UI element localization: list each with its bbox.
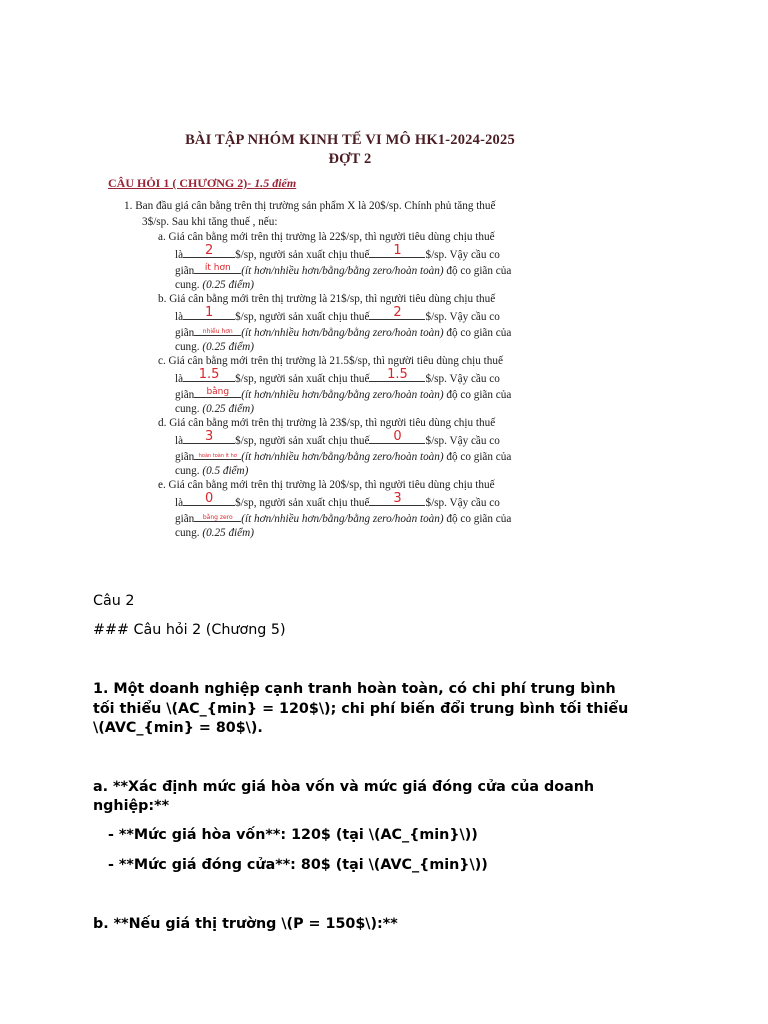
part-a-line-2: nghiệp:** xyxy=(93,798,170,814)
text-end: $/sp. Vậy cầu co xyxy=(425,249,500,261)
producer-tax-answer: 0 xyxy=(393,429,402,444)
worksheet-title: BÀI TẬP NHÓM KINH TẾ VI MÔ HK1-2024-2025 xyxy=(185,132,515,148)
text-gian: giãn xyxy=(175,265,195,277)
text-end: $/sp. Vậy cầu co xyxy=(425,311,500,323)
item-3-line-1: d. Giá cân bằng mới trên thị trường là 23$/sp, thì người tiêu dùng chịu thuế xyxy=(158,417,496,429)
text-gian: giãn xyxy=(175,389,195,401)
text-mid: $/sp, người sản xuất chịu thuế xyxy=(235,311,370,323)
question-1-header xyxy=(108,176,296,191)
text-cung: cung. xyxy=(175,465,203,477)
text-mid: $/sp, người sản xuất chịu thuế xyxy=(235,373,370,385)
item-points: (0.25 điểm) xyxy=(202,403,254,415)
cau-2-label: Câu 2 xyxy=(93,593,135,609)
consumer-tax-answer: 1.5 xyxy=(198,367,220,382)
item-points: (0.5 điểm) xyxy=(202,465,249,477)
text-cung: cung. xyxy=(175,341,203,353)
question-1-label: CÂU HỎI 1 ( CHƯƠNG 2)- xyxy=(108,176,255,190)
elasticity-blank xyxy=(194,386,241,398)
elasticity-answer: ít hơn xyxy=(204,263,231,273)
item-4-line-3 xyxy=(175,510,511,526)
text-la: là xyxy=(175,373,184,385)
options-text: (ít hơn/nhiều hơn/bằng/bằng zero/hoàn toàn) xyxy=(241,513,444,525)
text-la: là xyxy=(175,435,184,447)
producer-tax-blank xyxy=(369,367,425,382)
question-2-heading: ### Câu hỏi 2 (Chương 5) xyxy=(93,622,286,638)
item-1-line-1: b. Giá cân bằng mới trên thị trường là 21$/sp, thì người tiêu dùng chịu thuế xyxy=(158,293,496,305)
consumer-tax-answer: 2 xyxy=(204,243,214,258)
item-3-line-3 xyxy=(175,448,511,464)
item-3-line-2 xyxy=(175,429,500,448)
text-tail: độ co giãn của xyxy=(443,327,512,339)
producer-tax-blank xyxy=(369,305,425,320)
text-la: là xyxy=(175,497,184,509)
producer-tax-answer: 1.5 xyxy=(387,367,408,382)
producer-tax-answer: 1 xyxy=(393,243,402,258)
producer-tax-answer: 2 xyxy=(393,305,402,320)
consumer-tax-blank xyxy=(183,367,235,382)
item-3-line-4 xyxy=(175,464,248,478)
options-text: (ít hơn/nhiều hơn/bằng/bằng zero/hoàn toàn) xyxy=(241,265,444,277)
elasticity-answer: nhiều hơn xyxy=(202,328,233,335)
elasticity-blank xyxy=(194,448,241,460)
consumer-tax-answer: 3 xyxy=(204,429,214,444)
text-cung: cung. xyxy=(175,403,203,415)
options-text: (ít hơn/nhiều hơn/bằng/bằng zero/hoàn toàn) xyxy=(241,389,444,401)
consumer-tax-answer: 0 xyxy=(204,491,214,506)
item-1-line-2 xyxy=(175,305,500,324)
consumer-tax-blank xyxy=(183,243,235,258)
item-0-line-3 xyxy=(175,262,511,278)
part-a-line-1: a. **Xác định mức giá hòa vốn và mức giá đóng cửa của doanh xyxy=(93,779,595,795)
options-text: (ít hơn/nhiều hơn/bằng/bằng zero/hoàn toàn) xyxy=(241,451,444,463)
question-1-points: 1.5 điểm xyxy=(254,176,297,190)
text-la: là xyxy=(175,311,184,323)
producer-tax-blank xyxy=(369,243,425,258)
elasticity-answer: bằng zero xyxy=(202,514,233,521)
part-a-bullet-breakeven: - **Mức giá hòa vốn**: 120$ (tại \(AC_{min}\)) xyxy=(108,827,478,843)
item-0-line-4 xyxy=(175,278,254,292)
text-end: $/sp. Vậy cầu co xyxy=(425,373,500,385)
text-tail: độ co giãn của xyxy=(443,451,512,463)
text-end: $/sp. Vậy cầu co xyxy=(425,435,500,447)
intro-line-1: 1. Ban đầu giá cân bằng trên thị trường sản phẩm X là 20$/sp. Chính phủ tăng thuế xyxy=(124,200,496,212)
elasticity-answer: hoàn toàn ít hơ xyxy=(198,453,237,459)
item-4-line-2 xyxy=(175,491,500,510)
item-4-line-4 xyxy=(175,526,254,540)
text-gian: giãn xyxy=(175,327,195,339)
consumer-tax-answer: 1 xyxy=(204,305,214,320)
item-0-line-2 xyxy=(175,243,500,262)
item-2-line-4 xyxy=(175,402,254,416)
elasticity-blank xyxy=(194,262,241,274)
text-cung: cung. xyxy=(175,527,203,539)
item-1-line-3 xyxy=(175,324,511,340)
item-2-line-3 xyxy=(175,386,511,402)
text-mid: $/sp, người sản xuất chịu thuế xyxy=(235,249,370,261)
item-points: (0.25 điểm) xyxy=(202,341,254,353)
item-2-line-1: c. Giá cân bằng mới trên thị trường là 21.5$/sp, thì người tiêu dùng chịu thuế xyxy=(158,355,503,367)
elasticity-blank xyxy=(194,324,241,336)
options-text: (ít hơn/nhiều hơn/bằng/bằng zero/hoàn toàn) xyxy=(241,327,444,339)
text-tail: độ co giãn của xyxy=(443,513,512,525)
producer-tax-blank xyxy=(369,429,425,444)
part-a-bullet-shutdown: - **Mức giá đóng cửa**: 80$ (tại \(AVC_{min}\)) xyxy=(108,857,488,873)
text-gian: giãn xyxy=(175,451,195,463)
item-points: (0.25 điểm) xyxy=(202,527,254,539)
text-mid: $/sp, người sản xuất chịu thuế xyxy=(235,435,370,447)
text-mid: $/sp, người sản xuất chịu thuế xyxy=(235,497,370,509)
text-cung: cung. xyxy=(175,279,203,291)
item-2-line-2 xyxy=(175,367,500,386)
text-tail: độ co giãn của xyxy=(443,265,512,277)
item-1-line-4 xyxy=(175,340,254,354)
worksheet-subtitle: ĐỢT 2 xyxy=(328,151,372,167)
elasticity-blank xyxy=(194,510,241,522)
problem-1-line-2: tối thiểu \(AC_{min} = 120$\); chi phí biến đổi trung bình tối thiểu xyxy=(93,701,629,717)
text-gian: giãn xyxy=(175,513,195,525)
consumer-tax-blank xyxy=(183,429,235,444)
intro-line-2: 3$/sp. Sau khi tăng thuế , nếu: xyxy=(142,216,278,228)
text-tail: độ co giãn của xyxy=(443,389,512,401)
text-end: $/sp. Vậy cầu co xyxy=(425,497,500,509)
item-4-line-1: e. Giá cân bằng mới trên thị trường là 20$/sp, thì người tiêu dùng chịu thuế xyxy=(158,479,495,491)
producer-tax-answer: 3 xyxy=(393,491,402,506)
problem-1-line-1: 1. Một doanh nghiệp cạnh tranh hoàn toàn, có chi phí trung bình xyxy=(93,681,616,697)
consumer-tax-blank xyxy=(183,305,235,320)
item-points: (0.25 điểm) xyxy=(202,279,254,291)
problem-1-line-3: \(AVC_{min} = 80$\). xyxy=(93,720,263,736)
producer-tax-blank xyxy=(369,491,425,506)
item-0-line-1: a. Giá cân bằng mới trên thị trường là 22$/sp, thì người tiêu dùng chịu thuế xyxy=(158,231,495,243)
elasticity-answer: bằng xyxy=(206,387,230,397)
text-la: là xyxy=(175,249,184,261)
consumer-tax-blank xyxy=(183,491,235,506)
scanned-worksheet-image xyxy=(108,118,592,548)
part-b-line: b. **Nếu giá thị trường \(P = 150$\):** xyxy=(93,916,398,932)
